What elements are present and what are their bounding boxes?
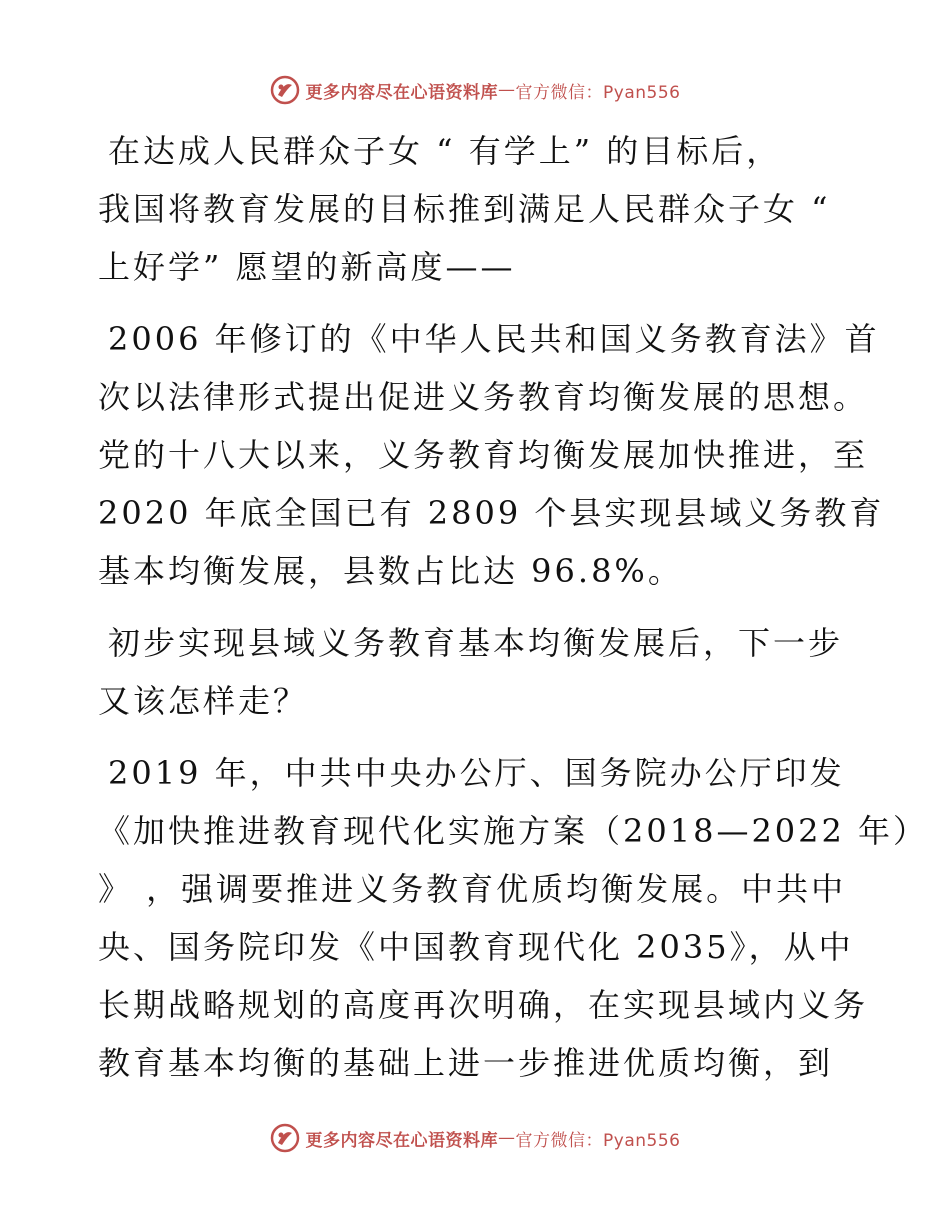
logo-icon <box>270 1123 300 1153</box>
document-body <box>98 122 929 1106</box>
text-line: 初步实现县域义务教育基本均衡发展后，下一步 <box>108 624 844 662</box>
text-line: 2006 年修订的《中华人民共和国义务教育法》首 <box>108 320 880 358</box>
text-line: 又该怎样走？ <box>98 682 309 720</box>
logo-icon <box>270 75 300 105</box>
text-line: 党的十八大以来，义务教育均衡发展加快推进，至 <box>98 436 869 474</box>
text-line: 上好学” 愿望的新高度—— <box>98 248 516 286</box>
header-watermark <box>0 70 950 110</box>
text-line: 我国将教育发展的目标推到满足人民群众子女 “ <box>98 190 831 228</box>
text-line: 基本均衡发展，县数占比达 96.8%。 <box>98 552 683 590</box>
text-line: 2019 年，中共中央办公厅、国务院办公厅印发 <box>108 754 845 792</box>
watermark-suffix: 官方微信：Pyan556 <box>515 1130 681 1151</box>
paragraph-4 <box>98 744 929 1092</box>
text-line: 教育基本均衡的基础上进一步推进优质均衡，到 <box>98 1044 834 1082</box>
text-line: 次以法律形式提出促进义务教育均衡发展的思想。 <box>98 378 869 416</box>
footer-watermark <box>0 1118 950 1158</box>
text-line: 长期战略规划的高度再次明确，在实现县域内义务 <box>98 986 869 1024</box>
text-line: 在达成人民群众子女 “ 有学上” 的目标后， <box>108 132 782 170</box>
text-line: 《加快推进教育现代化实施方案（2018—2022 年） <box>98 812 929 850</box>
paragraph-3 <box>98 614 858 730</box>
text-line: 2020 年底全国已有 2809 个县实现县域义务教育 <box>98 494 885 532</box>
text-line: 央、国务院印发《中国教育现代化 2035》，从中 <box>98 928 854 966</box>
text-line: 》 ，强调要推进义务教育优质均衡发展。中共中 <box>98 870 847 908</box>
paragraph-1 <box>98 122 858 296</box>
watermark-dash: — <box>498 1128 516 1148</box>
watermark-text: 更多内容尽在心语资料库 <box>305 1130 499 1151</box>
watermark-dash: — <box>498 80 516 100</box>
watermark-suffix: 官方微信：Pyan556 <box>515 82 681 103</box>
paragraph-2 <box>98 310 885 600</box>
watermark-text: 更多内容尽在心语资料库 <box>305 82 499 103</box>
